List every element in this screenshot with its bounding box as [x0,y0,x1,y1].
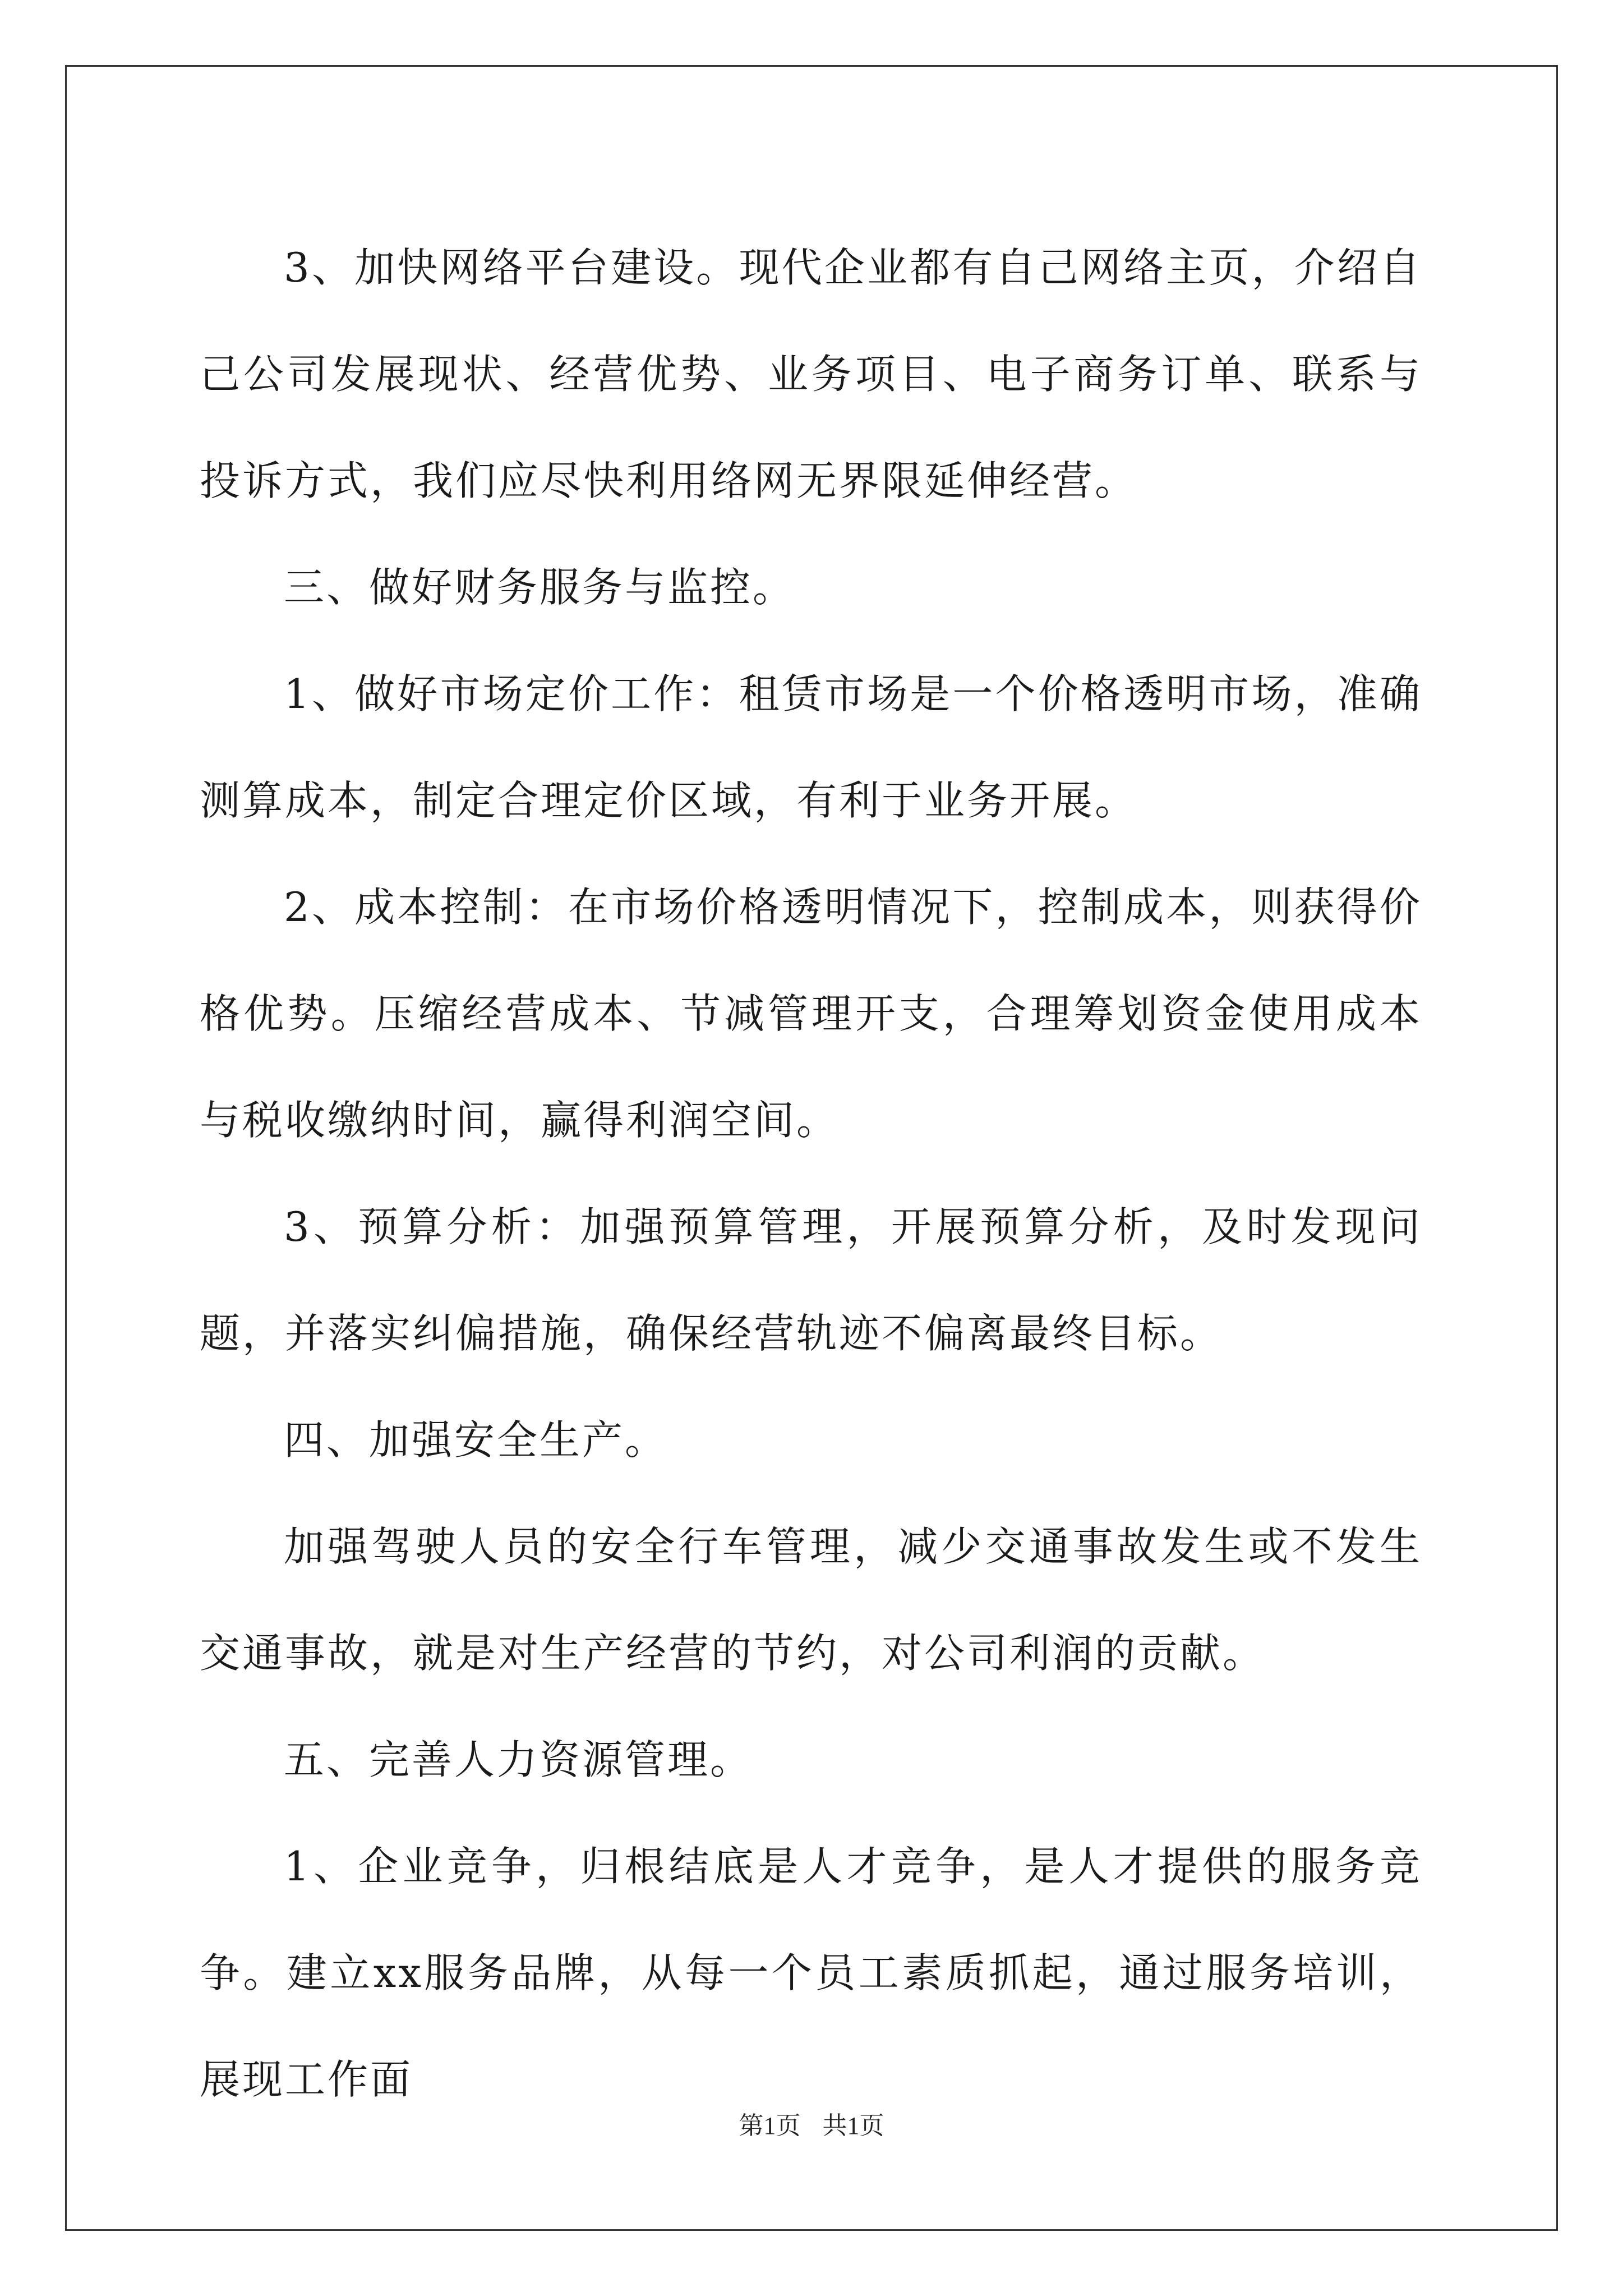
heading-hr: 五、完善人力资源管理。 [284,1736,753,1783]
paragraph-budget-analysis: 3、预算分析：加强预算管理，开展预算分析，及时发现问题，并落实纠偏措施，确保经营轨迹不偏离最终目标。 [200,1203,1422,1357]
page-footer [0,2109,1623,2143]
paragraph-cost-control: 2、成本控制：在市场价格透明情况下，控制成本，则获得价格优势。压缩经营成本、节减管理开支，合理筹划资金使用成本与税收缴纳时间，赢得利润空间。 [200,884,1422,1144]
heading-safety: 四、加强安全生产。 [284,1416,668,1464]
paragraph-pricing: 1、做好市场定价工作：租赁市场是一个价格透明市场，准确测算成本，制定合理定价区域，有利于业务开展。 [200,670,1422,824]
heading-finance: 三、做好财务服务与监控。 [284,564,796,611]
paragraph-talent-competition: 1、企业竞争，归根结底是人才竞争，是人才提供的服务竞争。建立xx服务品牌，从每一个员工素质抓起，通过服务培训，展现工作面 [200,1843,1422,2103]
document-body [200,214,1422,2133]
page-total: 共1页 [822,2112,884,2139]
paragraph-driving-safety: 加强驾驶人员的安全行车管理，减少交通事故发生或不发生交通事故，就是对生产经营的节约，对公司利润的贡献。 [200,1523,1422,1677]
page-number: 第1页 [739,2112,801,2139]
paragraph-network-platform: 3、加快网络平台建设。现代企业都有自己网络主页，介绍自己公司发展现状、经营优势、业务项目、电子商务订单、联系与投诉方式，我们应尽快利用络网无界限延伸经营。 [200,244,1422,504]
